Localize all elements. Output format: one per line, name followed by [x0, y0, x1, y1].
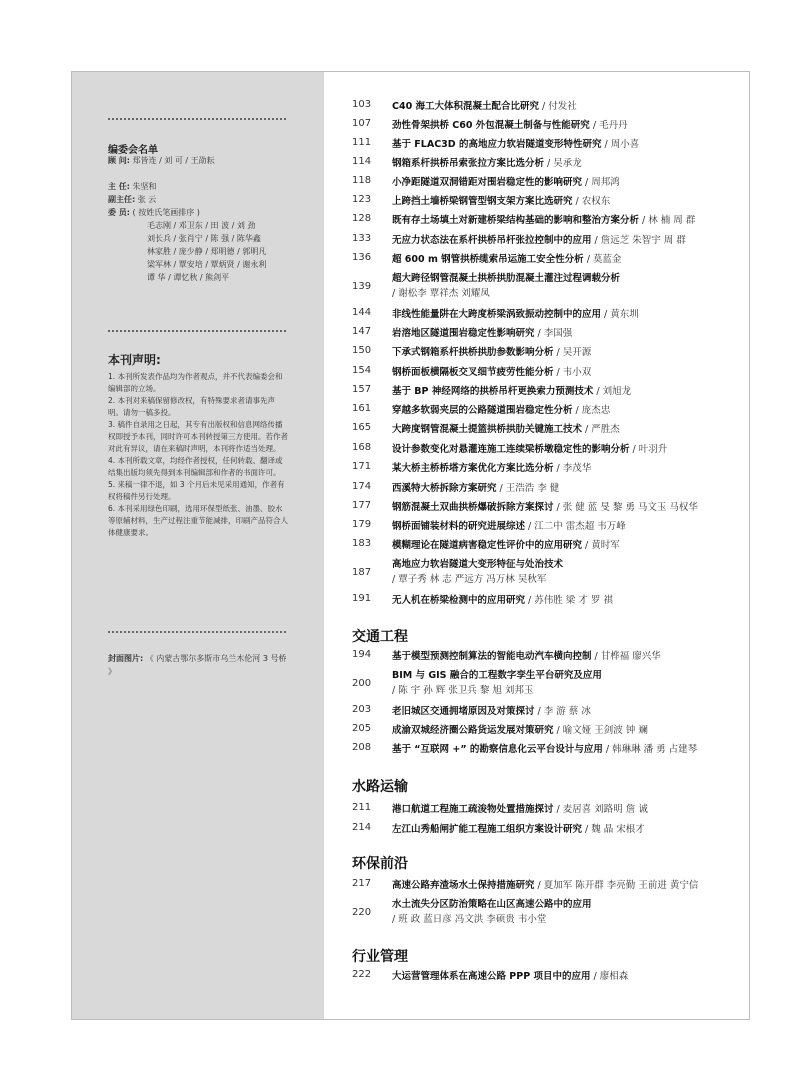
toc-page: 157 — [352, 384, 372, 395]
toc-title: 岩溶地区隧道围岩稳定性影响研究 — [392, 328, 535, 339]
members-note: ( 按姓氏笔画排序 ) — [132, 208, 200, 217]
toc-title: 钢桥面板横隔板交叉细节疲劳性能分析 — [392, 367, 554, 378]
toc-page: 150 — [352, 345, 372, 356]
toc-page: 191 — [352, 593, 372, 604]
dotted-divider — [108, 330, 286, 332]
toc-authors: / 周小喜 — [604, 139, 640, 150]
toc-title: 钢筋混凝土双曲拱桥爆破拆除方案探讨 — [392, 502, 554, 513]
toc-page: 165 — [352, 422, 372, 433]
toc-authors: / 严胜杰 — [585, 424, 620, 435]
toc-title: 无人机在桥梁检测中的应用研究 — [392, 595, 526, 606]
advisor-names: 郑皆连 / 刘 可 / 王劭耘 — [132, 156, 215, 165]
toc-authors: / 周邦鸿 — [585, 177, 620, 188]
toc-page: 168 — [352, 442, 372, 453]
toc-authors: / 麦居喜 刘路明 詹 诚 — [556, 804, 648, 815]
toc-page: 161 — [352, 403, 372, 414]
toc-page: 220 — [352, 907, 372, 918]
advisor-label: 顾 问: — [108, 156, 130, 165]
toc-page: 136 — [352, 252, 372, 263]
section-heading-waterway: 水路运输 — [352, 779, 408, 795]
cover-caption — [108, 652, 290, 678]
toc-authors: / 班 政 蓝日彦 冯文洪 李硕贵 韦小堂 — [392, 914, 547, 925]
toc-page: 205 — [352, 723, 372, 734]
toc-title: 成渝双城经济圈公路货运发展对策研究 — [392, 725, 554, 736]
toc-authors: / 李国强 — [537, 328, 573, 339]
statement-paragraph: 5. 来稿一律不退，如 3 个月后未见采用通知，作者有权将稿件另行处理。 — [108, 480, 285, 501]
toc-authors: / 林 楠 周 群 — [642, 215, 696, 226]
toc-authors: / 覃子秀 林 志 严远方 冯万林 吴秋军 — [392, 574, 547, 585]
toc-authors: / 甘桦福 廖兴华 — [594, 651, 661, 662]
member-line: 谭 华 / 谭忆秋 / 熊剑平 — [147, 273, 230, 282]
toc-title: 无应力状态法在系杆拱桥吊杆张拉控制中的应用 — [392, 235, 592, 246]
toc-authors: / 刘旭龙 — [596, 386, 632, 397]
toc-page: 211 — [352, 802, 372, 813]
advisor-row — [108, 155, 215, 167]
dotted-divider — [108, 631, 286, 633]
toc-page: 107 — [352, 118, 372, 129]
toc-title: 设计参数变化对悬灌连施工连续梁桥墩稳定性的影响分析 — [392, 444, 630, 455]
toc-page: 111 — [352, 137, 372, 148]
toc-title: 钢桥面铺装材料的研究进展综述 — [392, 521, 526, 532]
toc-authors: / 魏 晶 宋根才 — [585, 824, 645, 835]
toc-authors: / 毛丹丹 — [592, 120, 628, 131]
cover-label: 封面图片: — [108, 654, 144, 663]
director-row — [108, 181, 157, 193]
toc-page: 144 — [352, 307, 372, 318]
toc-page: 187 — [352, 567, 372, 578]
toc-authors: / 江二中 雷杰超 韦万峰 — [528, 521, 626, 532]
toc-authors: / 夏加军 陈开群 李亮勤 王前进 黄宁信 — [537, 880, 699, 891]
toc-authors: / 付发社 — [542, 101, 577, 112]
toc-title: 基于 “互联网 +” 的勘察信息化云平台设计与应用 — [392, 744, 603, 755]
toc-authors: / 廖相森 — [593, 971, 629, 982]
toc-title: 超 600 m 钢管拱桥缆索吊运施工安全性分析 — [392, 254, 584, 265]
toc-title: 非线性能量阱在大跨度桥梁涡致振动控制中的应用 — [392, 309, 602, 320]
toc-page: 118 — [352, 175, 372, 186]
member-line: 林家胜 / 庞少静 / 郑明德 / 郭明凡 — [147, 247, 267, 256]
toc-title: 穿越多软弱夹层的公路隧道围岩稳定性分析 — [392, 405, 573, 416]
toc-title: 水土流失分区防治策略在山区高速公路中的应用 — [392, 899, 592, 910]
toc-page: 200 — [352, 678, 372, 689]
toc-title: 大运营管理体系在高速公路 PPP 项目中的应用 — [392, 971, 591, 982]
statement-paragraph: 4. 本刊所载文章，均经作者授权，任何转载、翻译或结集出版均须先得到本刊编辑部和作者的书面许可。 — [108, 456, 283, 477]
member-line: 刘长兵 / 张肖宁 / 陈 强 / 陈华鑫 — [147, 234, 261, 243]
toc-title: 老旧城区交通拥堵原因及对策探讨 — [392, 706, 535, 717]
toc-authors: / 谢松李 覃祥杰 刘耀凤 — [392, 288, 490, 299]
toc-title: 基于 FLAC3D 的高地应力软岩隧道变形特性研究 — [392, 139, 602, 150]
director-name: 朱坚和 — [132, 182, 157, 191]
statement-paragraph: 2. 本刊对来稿保留修改权，有特殊要求者请事先声明。请勿一稿多投。 — [108, 396, 276, 417]
toc-authors: / 陈 宇 孙 辉 张卫兵 黎 旭 刘邦玉 — [392, 685, 534, 696]
member-line: 毛志刚 / 邓卫东 / 田 波 / 刘 劲 — [147, 221, 256, 230]
dotted-divider — [108, 118, 286, 120]
toc-authors: / 吴开源 — [556, 347, 592, 358]
statement-paragraph: 6. 本刊采用绿色印刷，选用环保型纸张、油墨、胶水等原辅材料，生产过程注重节能减排，印刷产品符合人体健康要求。 — [108, 504, 288, 537]
toc-authors: / 农权东 — [575, 196, 611, 207]
toc-title: 西溪特大桥拆除方案研究 — [392, 483, 497, 494]
toc-title: 超大跨径钢管混凝土拱桥拱肋混凝土灌注过程调载分析 — [392, 273, 621, 284]
toc-authors: / 黄时军 — [585, 540, 620, 551]
vice-director-name: 张 云 — [137, 195, 157, 204]
toc-authors: / 吴承龙 — [547, 158, 582, 169]
toc-title: 小净距隧道双洞错距对围岩稳定性的影响研究 — [392, 177, 583, 188]
toc-title: 高速公路弃渣场水土保持措施研究 — [392, 880, 535, 891]
statement-paragraph: 3. 稿件自录用之日起，其专有出版权和信息网络传播权即授予本刊，同时许可本刊转授第三方使用。若作者对此有异议，请在来稿时声明，本刊将作适当处理。 — [108, 420, 288, 453]
toc-page: 171 — [352, 461, 372, 472]
toc-title: 左江山秀船闸扩能工程施工组织方案设计研究 — [392, 824, 583, 835]
toc-title: 下承式钢箱系杆拱桥拱肋参数影响分析 — [392, 347, 554, 358]
toc-title: 大跨度钢管混凝土提篮拱桥拱肋关键施工技术 — [392, 424, 583, 435]
toc-authors: / 张 健 蓝 旻 黎 勇 马文玉 马权华 — [556, 502, 698, 513]
toc-page: 217 — [352, 878, 372, 889]
section-heading-industry: 行业管理 — [352, 949, 408, 965]
member-line: 梁军林 / 覃安培 / 覃炳贤 / 谢永利 — [147, 260, 267, 269]
section-heading-traffic: 交通工程 — [352, 629, 408, 645]
section-heading-environment: 环保前沿 — [352, 856, 408, 872]
toc-title: 高地应力软岩隧道大变形特征与处治技术 — [392, 559, 564, 570]
toc-page: 103 — [352, 99, 372, 110]
toc-authors: / 李 游 蔡 冰 — [537, 706, 591, 717]
members-row — [108, 207, 200, 219]
toc-authors: / 詹远芝 朱智宇 周 群 — [594, 235, 686, 246]
toc-authors: / 庞杰忠 — [575, 405, 611, 416]
toc-title: 劲性骨架拱桥 C60 外包混凝土制备与性能研究 — [392, 120, 590, 131]
toc-authors: / 李茂华 — [556, 463, 592, 474]
toc-authors: / 韦小双 — [556, 367, 592, 378]
toc-page: 114 — [352, 156, 372, 167]
toc-page: 154 — [352, 365, 372, 376]
vice-director-row — [108, 194, 156, 206]
toc-page: 179 — [352, 519, 372, 530]
toc-title: 基于 BP 神经网络的拱桥吊杆更换索力预测技术 — [392, 386, 594, 397]
toc-authors: / 叶羽升 — [632, 444, 668, 455]
toc-title: 既有存土场填土对新建桥梁结构基础的影响和整治方案分析 — [392, 215, 640, 226]
members-label: 委 员: — [108, 208, 130, 217]
toc-page: 123 — [352, 194, 372, 205]
toc-title: 钢箱系杆拱桥吊索张拉方案比选分析 — [392, 158, 545, 169]
director-label: 主 任: — [108, 182, 130, 191]
toc-page: 147 — [352, 326, 372, 337]
toc-page: 177 — [352, 500, 372, 511]
toc-title: BIM 与 GIS 融合的工程数字孪生平台研究及应用 — [392, 670, 602, 681]
toc-title: 模糊理论在隧道病害稳定性评价中的应用研究 — [392, 540, 583, 551]
toc-authors: / 莫蓝金 — [586, 254, 622, 265]
toc-page: 133 — [352, 233, 372, 244]
toc-page: 128 — [352, 213, 372, 224]
toc-page: 203 — [352, 704, 372, 715]
toc-page: 174 — [352, 481, 372, 492]
statement-title: 本刊声明: — [108, 353, 161, 367]
toc-page: 194 — [352, 649, 372, 660]
committee-title: 编委会名单 — [108, 145, 158, 156]
toc-page: 208 — [352, 742, 372, 753]
vice-director-label: 副主任: — [108, 195, 136, 204]
toc-authors: / 黄东圳 — [604, 309, 639, 320]
toc-authors: / 苏伟胜 梁 才 罗 祺 — [528, 595, 613, 606]
toc-title: 港口航道工程施工疏浚物处置措施探讨 — [392, 804, 554, 815]
toc-page: 183 — [352, 538, 372, 549]
toc-page: 222 — [352, 969, 372, 980]
statement-paragraph: 1. 本刊所发表作品均为作者观点，并不代表编委会和编辑部的立场。 — [108, 372, 283, 393]
toc-page: 139 — [352, 281, 372, 292]
toc-title: 某大桥主桥桥塔方案优化方案比选分析 — [392, 463, 554, 474]
toc-page: 214 — [352, 822, 372, 833]
toc-title: 基于模型预测控制算法的智能电动汽车横向控制 — [392, 651, 592, 662]
cover-text: 《 内蒙古鄂尔多斯市乌兰木伦河 3 号桥 》 — [108, 654, 287, 676]
toc-authors: / 王浩浩 李 健 — [499, 483, 560, 494]
toc-title: C40 海工大体积混凝土配合比研究 — [392, 101, 539, 112]
toc-authors: / 喻文娅 王剑波 钟 斓 — [556, 725, 648, 736]
toc-authors: / 韩琳琳 潘 勇 占建琴 — [605, 744, 698, 755]
toc-title: 上跨挡土墙桥梁钢管型钢支架方案比选研究 — [392, 196, 573, 207]
statement-body — [108, 371, 290, 539]
